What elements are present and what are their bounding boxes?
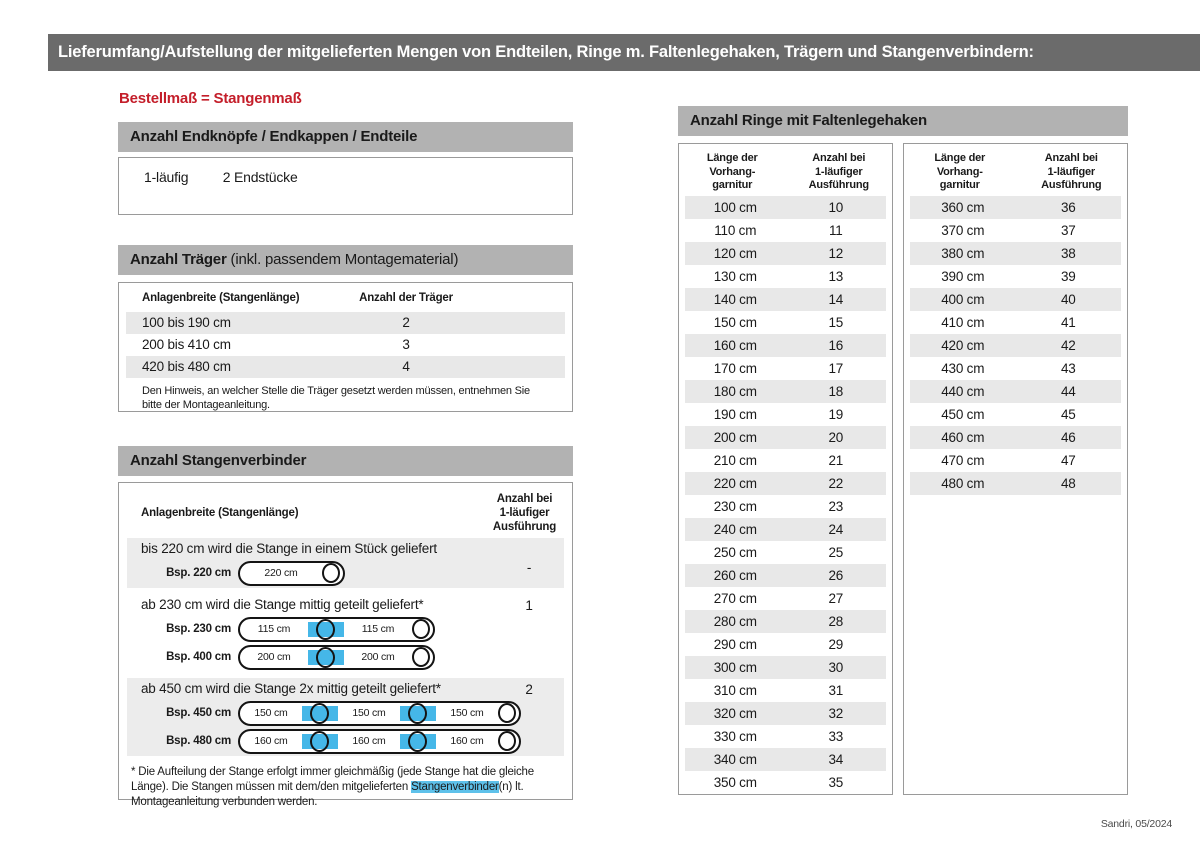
ringe-count: 13 [828, 269, 844, 284]
ringe-count: 26 [828, 568, 844, 583]
ringe-length: 170 cm [713, 361, 757, 376]
rod-segment-label: 150 cm [450, 707, 484, 719]
traeger-table-body [119, 312, 572, 378]
rod-connector-endcap-icon [310, 703, 329, 724]
subtitle-bestellmass: Bestellmaß = Stangenmaß [119, 90, 302, 107]
ringe-length: 470 cm [941, 453, 985, 468]
ringe-length: 150 cm [713, 315, 757, 330]
ringe-count: 30 [828, 660, 844, 675]
page-title-banner [48, 34, 1200, 71]
ringe-count: 29 [828, 637, 844, 652]
ringe-row [910, 472, 1121, 495]
verbinder-footnote-pre: * Die Aufteilung der Stange erfolgt immer gleichmäßig (jede Stange hat die gleiche Länge). Die Stangen müssen mit dem/den mitgelieferten [131, 766, 534, 793]
ringe-row [910, 311, 1121, 334]
rod-example-row [127, 560, 564, 586]
traeger-note: Den Hinweis, an welcher Stelle die Träger gesetzt werden müssen, entnehmen Sie bitte der Montageanleitung. [142, 385, 530, 411]
verbinder-group [127, 594, 564, 672]
endteile-row [119, 158, 572, 185]
verbinder-table-header [119, 483, 572, 538]
section-header-endteile [118, 122, 573, 152]
ringe-table-2 [903, 143, 1128, 795]
rod-segment-label: 160 cm [352, 735, 386, 747]
ringe-row [685, 426, 886, 449]
traeger-col2-header: Anzahl der Träger [359, 292, 453, 304]
rod-connector-endcap-icon [408, 703, 427, 724]
ringe-count: 38 [1060, 246, 1076, 261]
ringe-length: 210 cm [713, 453, 757, 468]
traeger-row [126, 356, 565, 378]
ringe-col2-line: 1-läufiger [814, 165, 863, 178]
ringe-row [910, 357, 1121, 380]
ringe-row [910, 449, 1121, 472]
ringe-length: 350 cm [713, 775, 757, 790]
ringe-count: 10 [828, 200, 844, 215]
ringe-count: 28 [828, 614, 844, 629]
ringe-length: 340 cm [713, 752, 757, 767]
ringe-row [685, 219, 886, 242]
ringe-col2-line: Ausführung [808, 179, 869, 191]
ringe-row [910, 403, 1121, 426]
section-header-traeger-bold: Anzahl Träger [130, 251, 227, 268]
ringe-length: 450 cm [941, 407, 985, 422]
ringe-row [685, 656, 886, 679]
rod-example-row [127, 728, 564, 754]
ringe-row [685, 748, 886, 771]
ringe-col1-line: Vorhang- [709, 165, 756, 178]
rod-segment-label: 115 cm [257, 623, 291, 635]
ringe-row [685, 702, 886, 725]
ringe-row [685, 587, 886, 610]
traeger-range: 420 bis 480 cm [142, 359, 231, 374]
verbinder-group-count: - [526, 560, 532, 575]
ringe-col1-line: garnitur [939, 179, 980, 191]
section-header-ringe-label: Anzahl Ringe mit Faltenlegehaken [690, 112, 927, 129]
ringe-length: 330 cm [713, 729, 757, 744]
rod-example-row [127, 644, 564, 670]
rod-connector [400, 703, 436, 724]
ringe-row [685, 472, 886, 495]
ringe-row [910, 242, 1121, 265]
rod-connector-endcap-icon [316, 619, 335, 640]
ringe-length: 480 cm [941, 476, 985, 491]
ringe-col2-line: Ausführung [1041, 179, 1102, 191]
traeger-col1-header: Anlagenbreite (Stangenlänge) [142, 292, 300, 304]
ringe-count: 34 [828, 752, 844, 767]
traeger-row [126, 334, 565, 356]
ringe-length: 220 cm [713, 476, 757, 491]
ringe-row [685, 564, 886, 587]
ringe-col2-line: Anzahl bei [1044, 152, 1098, 164]
endteile-type: 1-läufig [144, 169, 189, 185]
ringe-length: 400 cm [941, 292, 985, 307]
rod-connector [302, 703, 338, 724]
ringe-row [685, 633, 886, 656]
section-header-endteile-label: Anzahl Endknöpfe / Endkappen / Endteile [130, 128, 418, 145]
ringe-count: 45 [1060, 407, 1076, 422]
verbinder-footnote-post: (n) lt. Montageanleitung verbunden werden. [131, 781, 524, 808]
traeger-row [126, 312, 565, 334]
verbinder-box [118, 482, 573, 808]
verbinder-group-text: ab 450 cm wird die Stange 2x mittig geteilt geliefert* [141, 681, 441, 696]
ringe-length: 360 cm [941, 200, 985, 215]
ringe-col1-header [679, 152, 786, 196]
ringe-col1-line: garnitur [712, 179, 753, 191]
ringe-row [685, 357, 886, 380]
ringe-count: 46 [1060, 430, 1076, 445]
ringe-col1-header [904, 152, 1016, 196]
ringe-row [685, 495, 886, 518]
ringe-length: 290 cm [713, 637, 757, 652]
rod-example-label: Bsp. 450 cm [166, 707, 231, 719]
ringe-count: 43 [1060, 361, 1076, 376]
ringe-length: 180 cm [713, 384, 757, 399]
verbinder-group [127, 678, 564, 756]
ringe-length: 320 cm [713, 706, 757, 721]
ringe-col2-line: Anzahl bei [812, 152, 866, 164]
ringe-col2-line: 1-läufiger [1047, 165, 1095, 178]
ringe-count: 33 [828, 729, 844, 744]
ringe-row [685, 679, 886, 702]
verbinder-group-count: 2 [525, 682, 533, 697]
verbinder-col1-header: Anlagenbreite (Stangenlänge) [141, 507, 299, 519]
ringe-count: 39 [1060, 269, 1076, 284]
ringe-count: 42 [1060, 338, 1076, 353]
ringe-col2-header [1016, 152, 1128, 196]
ringe-row [685, 196, 886, 219]
ringe-length: 200 cm [713, 430, 757, 445]
ringe-length: 300 cm [713, 660, 757, 675]
ringe-row [910, 380, 1121, 403]
ringe-row [685, 334, 886, 357]
verbinder-group-count: 1 [525, 598, 533, 613]
rod-diagram [238, 617, 435, 642]
ringe-length: 270 cm [713, 591, 757, 606]
ringe-row [685, 518, 886, 541]
ringe-length: 120 cm [713, 246, 757, 261]
ringe-length: 190 cm [713, 407, 757, 422]
ringe-length: 310 cm [713, 683, 757, 698]
verbinder-groups [119, 538, 572, 756]
traeger-box [118, 282, 573, 412]
ringe-count: 24 [828, 522, 844, 537]
rod-endcap-icon [322, 563, 340, 583]
ringe-count: 48 [1060, 476, 1076, 491]
ringe-row [685, 265, 886, 288]
ringe-length: 250 cm [713, 545, 757, 560]
rod-diagram [238, 701, 521, 726]
ringe-count: 21 [828, 453, 844, 468]
ringe-count: 20 [828, 430, 844, 445]
verbinder-col2-header [482, 492, 567, 534]
ringe-count: 32 [828, 706, 844, 721]
ringe-table-header [904, 144, 1127, 196]
ringe-row [910, 288, 1121, 311]
ringe-length: 380 cm [941, 246, 985, 261]
ringe-row [685, 771, 886, 794]
rod-segment-label: 150 cm [254, 707, 288, 719]
ringe-count: 15 [828, 315, 844, 330]
ringe-row [685, 449, 886, 472]
traeger-count: 4 [402, 359, 410, 374]
ringe-length: 240 cm [713, 522, 757, 537]
rod-segment-label: 160 cm [254, 735, 288, 747]
doc-footer: Sandri, 05/2024 [1100, 818, 1172, 830]
ringe-row [685, 242, 886, 265]
ringe-length: 130 cm [713, 269, 757, 284]
rod-example-label: Bsp. 400 cm [166, 651, 231, 663]
rod-segment-label: 150 cm [352, 707, 386, 719]
ringe-length: 410 cm [941, 315, 985, 330]
ringe-length: 280 cm [713, 614, 757, 629]
section-header-verbinder-label: Anzahl Stangenverbinder [130, 452, 307, 469]
rod-endcap-icon [412, 619, 430, 639]
ringe-length: 110 cm [714, 223, 757, 238]
verbinder-group-text: bis 220 cm wird die Stange in einem Stück geliefert [141, 541, 437, 556]
ringe-length: 260 cm [713, 568, 757, 583]
verbinder-footnote [131, 765, 560, 810]
verbinder-group-text: ab 230 cm wird die Stange mittig geteilt geliefert* [141, 597, 424, 612]
verbinder-footnote-highlight: Stangenverbinder [411, 781, 499, 793]
rod-endcap-icon [498, 731, 516, 751]
section-header-ringe [678, 106, 1128, 136]
rod-diagram [238, 561, 345, 586]
rod-example-row [127, 700, 564, 726]
ringe-row [685, 725, 886, 748]
rod-segment-label: 200 cm [257, 651, 291, 663]
ringe-col1-line: Länge der [706, 152, 758, 164]
ringe-col1-line: Länge der [934, 152, 986, 164]
ringe-length: 230 cm [713, 499, 757, 514]
ringe-length: 140 cm [713, 292, 757, 307]
traeger-count: 2 [402, 315, 410, 330]
ringe-count: 17 [828, 361, 844, 376]
ringe-row [685, 380, 886, 403]
traeger-range: 200 bis 410 cm [142, 337, 231, 352]
ringe-count: 47 [1060, 453, 1076, 468]
ringe-length: 420 cm [941, 338, 985, 353]
rod-connector-endcap-icon [310, 731, 329, 752]
rod-connector [308, 619, 344, 640]
ringe-count: 25 [828, 545, 844, 560]
ringe-col1-line: Vorhang- [936, 165, 983, 178]
ringe-count: 36 [1060, 200, 1076, 215]
ringe-count: 22 [828, 476, 844, 491]
ringe-count: 16 [828, 338, 844, 353]
endteile-count: 2 Endstücke [222, 169, 298, 185]
rod-connector-endcap-icon [408, 731, 427, 752]
ringe-count: 41 [1060, 315, 1076, 330]
ringe-count: 11 [828, 223, 843, 238]
ringe-length: 370 cm [941, 223, 985, 238]
ringe-count: 40 [1060, 292, 1076, 307]
ringe-table-header [679, 144, 892, 196]
ringe-row [910, 334, 1121, 357]
ringe-col2-header [786, 152, 893, 196]
ringe-count: 12 [828, 246, 844, 261]
verbinder-col2-line: Ausführung [492, 521, 557, 533]
rod-connector-endcap-icon [316, 647, 335, 668]
ringe-count: 14 [828, 292, 844, 307]
rod-example-row [127, 616, 564, 642]
ringe-length: 390 cm [941, 269, 985, 284]
ringe-row [685, 403, 886, 426]
ringe-table-1 [678, 143, 893, 795]
page-title: Lieferumfang/Aufstellung der mitgelieferten Mengen von Endteilen, Ringe m. Faltenlegehaken, Trägern und Stangenverbindern: [58, 43, 1034, 61]
ringe-length: 100 cm [713, 200, 757, 215]
rod-segment-label: 160 cm [450, 735, 484, 747]
ringe-length: 440 cm [941, 384, 985, 399]
ringe-count: 35 [828, 775, 844, 790]
ringe-row [910, 219, 1121, 242]
ringe-row [910, 426, 1121, 449]
ringe-row [685, 288, 886, 311]
ringe-row [685, 610, 886, 633]
traeger-range: 100 bis 190 cm [142, 315, 231, 330]
traeger-count: 3 [402, 337, 410, 352]
ringe-count: 37 [1060, 223, 1076, 238]
ringe-length: 160 cm [713, 338, 757, 353]
rod-example-label: Bsp. 230 cm [166, 623, 231, 635]
ringe-length: 460 cm [941, 430, 985, 445]
ringe-count: 44 [1060, 384, 1076, 399]
ringe-row [910, 265, 1121, 288]
rod-connector [302, 731, 338, 752]
endteile-box [118, 157, 573, 215]
rod-example-label: Bsp. 220 cm [166, 567, 231, 579]
ringe-row [685, 541, 886, 564]
rod-segment-label: 220 cm [264, 567, 298, 579]
ringe-row [910, 196, 1121, 219]
ringe-length: 430 cm [941, 361, 985, 376]
ringe-count: 31 [828, 683, 844, 698]
rod-endcap-icon [498, 703, 516, 723]
ringe-count: 27 [828, 591, 844, 606]
rod-connector [308, 647, 344, 668]
verbinder-col2-line: 1-läufiger [499, 507, 550, 519]
section-header-traeger [118, 245, 573, 275]
verbinder-col2-line: Anzahl bei [496, 493, 553, 505]
rod-diagram [238, 729, 521, 754]
rod-example-label: Bsp. 480 cm [166, 735, 231, 747]
verbinder-group [127, 538, 564, 588]
rod-segment-label: 115 cm [361, 623, 395, 635]
rod-connector [400, 731, 436, 752]
rod-endcap-icon [412, 647, 430, 667]
section-header-verbinder [118, 446, 573, 476]
rod-segment-label: 200 cm [361, 651, 395, 663]
rod-diagram [238, 645, 435, 670]
ringe-count: 23 [828, 499, 844, 514]
section-header-traeger-rest: (inkl. passendem Montagematerial) [226, 251, 459, 268]
ringe-count: 19 [828, 407, 844, 422]
ringe-count: 18 [828, 384, 844, 399]
ringe-row [685, 311, 886, 334]
traeger-table-header [126, 283, 565, 312]
